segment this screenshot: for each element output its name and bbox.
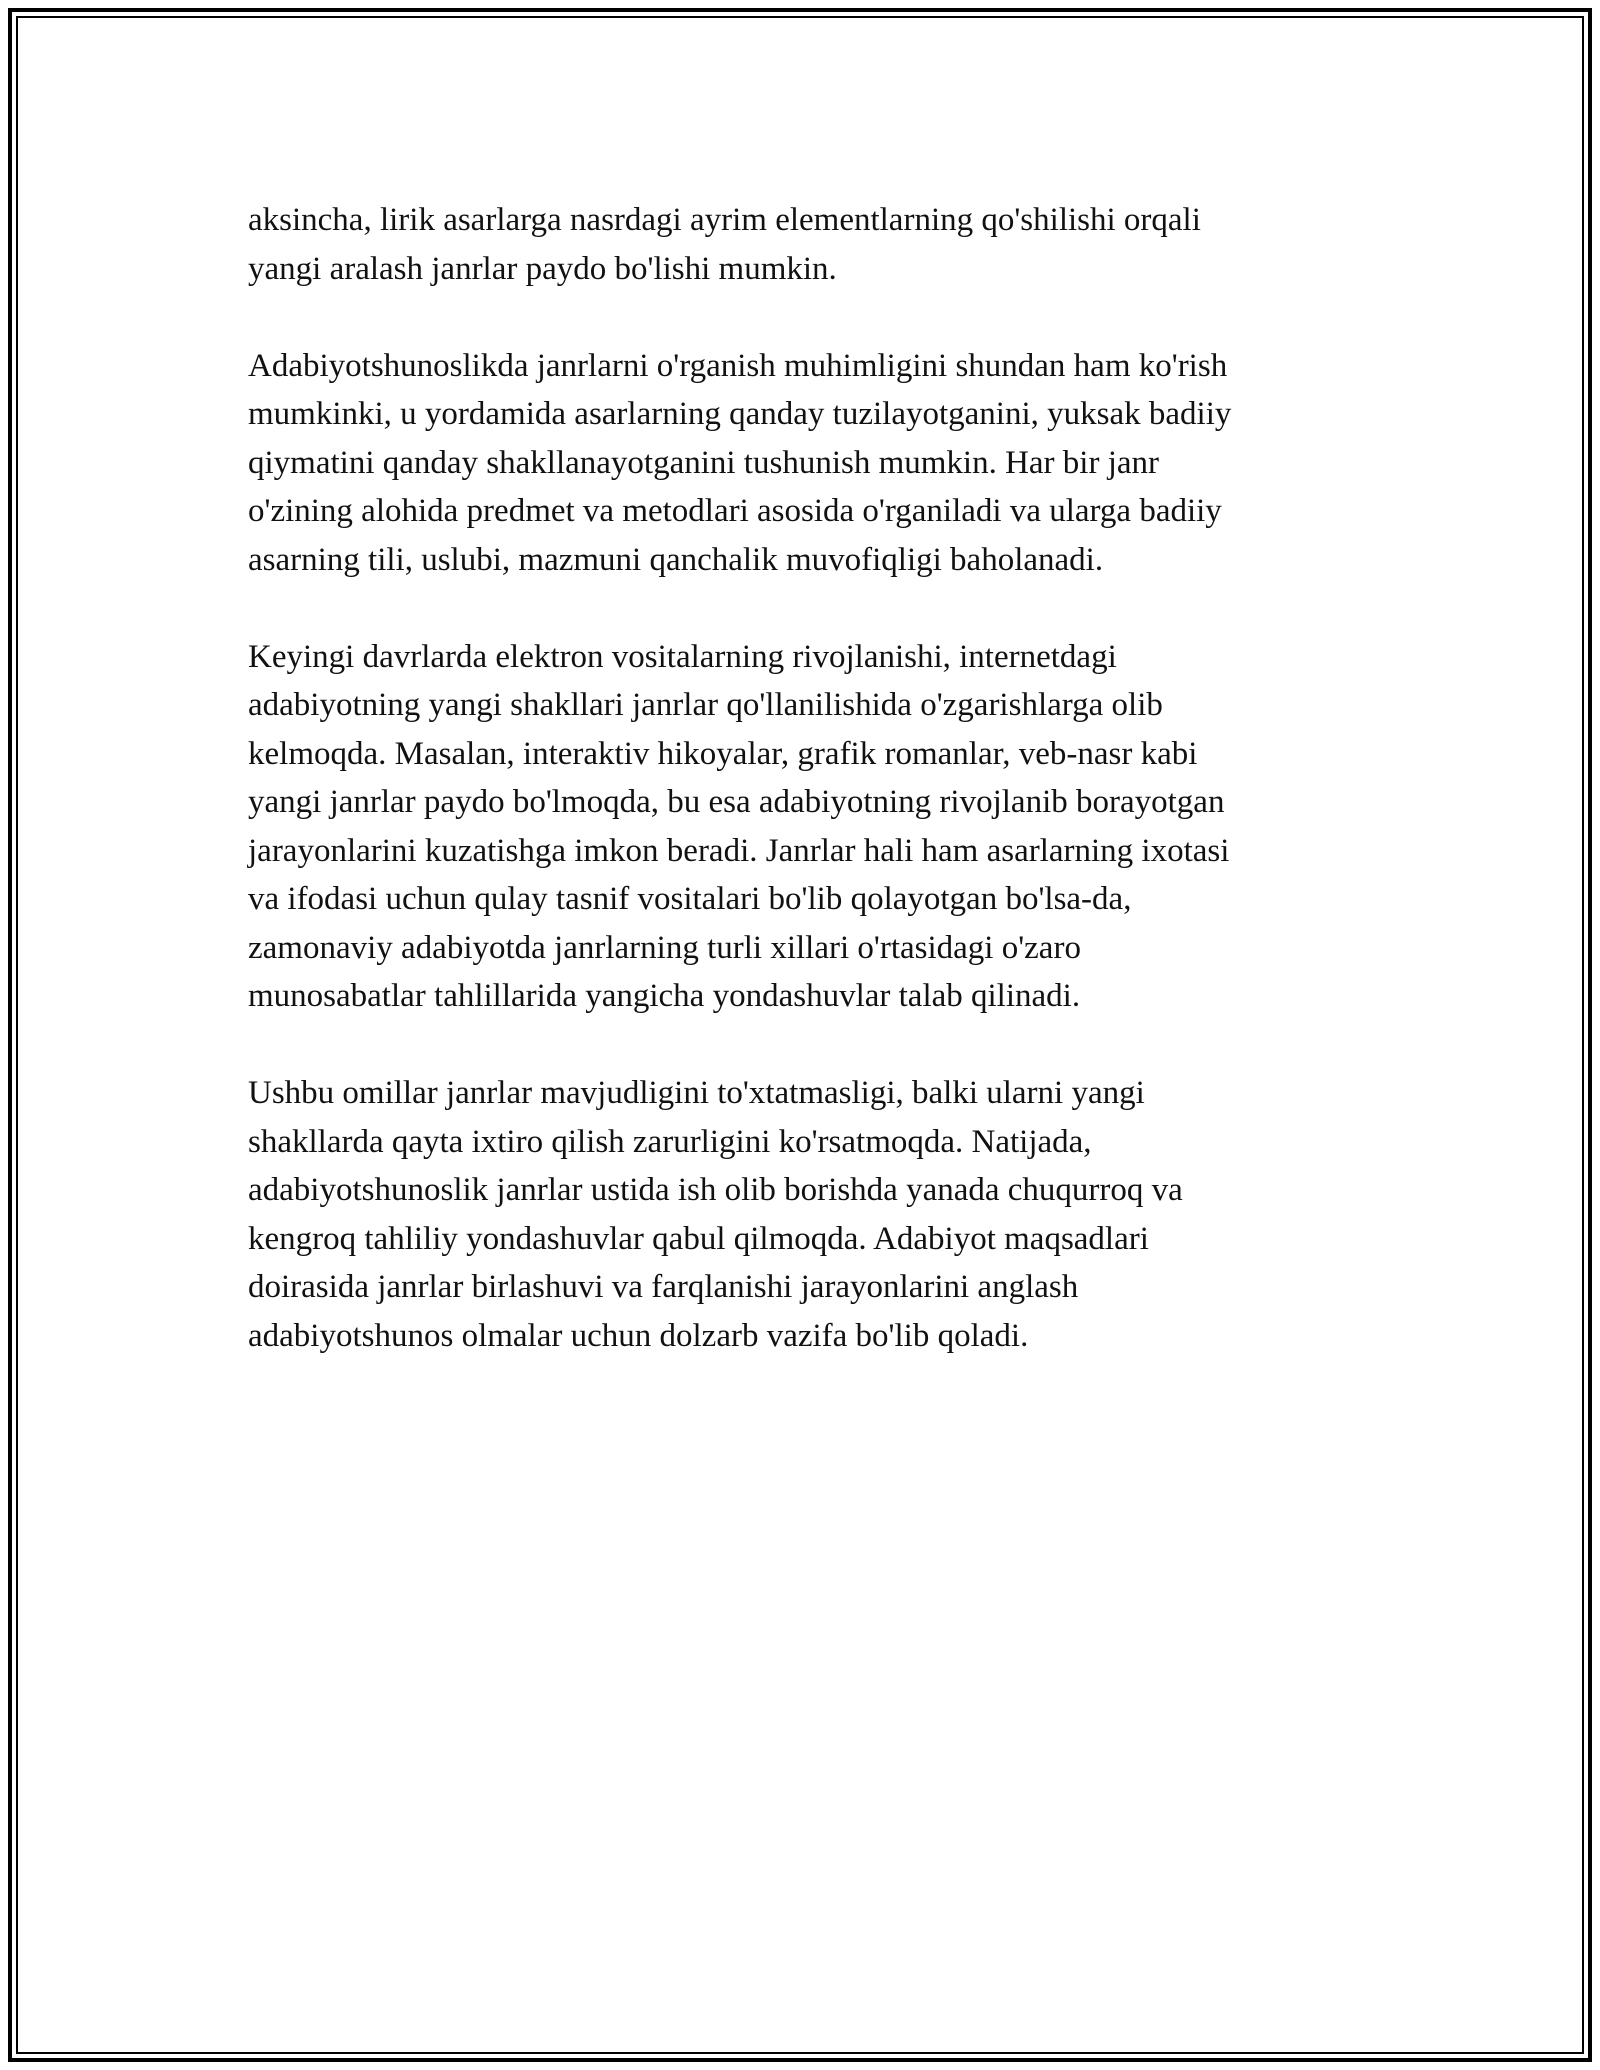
paragraph-line: adabiyotshunos olmalar uchun dolzarb vazifa bo'lib qoladi. (248, 1317, 1029, 1354)
paragraph-line: adabiyotning yangi shakllari janrlar qo'llanilishida o'zgarishlarga olib (248, 687, 1163, 723)
paragraph-line: yangi janrlar paydo bo'lmoqda, bu esa adabiyotning rivojlanib borayotgan (248, 784, 1225, 820)
paragraph-line: va ifodasi uchun qulay tasnif vositalari bo'lib qolayotgan bo'lsa-da, (248, 881, 1132, 917)
paragraph-line: aksincha, lirik asarlarga nasrdagi ayrim elementlarning qo'shilishi orqali (248, 202, 1201, 238)
paragraph-line: yangi aralash janrlar paydo bo'lishi mumkin. (248, 250, 837, 287)
paragraph-line: qiymatini qanday shakllanayotganini tushunish mumkin. Har bir janr (248, 444, 1160, 481)
paragraph (248, 196, 1378, 293)
page-border (8, 8, 1592, 2062)
paragraph-line: shakllarda qayta ixtiro qilish zarurligini ko'rsatmoqda. Natijada, (248, 1123, 1092, 1160)
paragraph-line: o'zining alohida predmet va metodlari asosida o'rganiladi va ularga badiiy (248, 493, 1222, 529)
document-body (248, 196, 1378, 1360)
paragraph-line: adabiyotshunoslik janrlar ustida ish olib borishda yanada chuqurroq va (248, 1172, 1183, 1208)
paragraph (248, 342, 1378, 585)
paragraph-line: doirasida janrlar birlashuvi va farqlanishi jarayonlarini anglash (248, 1269, 1079, 1305)
paragraph-line: zamonaviy adabiyotda janrlarning turli xillari o'rtasidagi o'zaro (248, 929, 1081, 966)
paragraph-line: Ushbu omillar janrlar mavjudligini to'xtatmasligi, balki ularni yangi (248, 1075, 1145, 1111)
paragraph-line: Keyingi davrlarda elektron vositalarning rivojlanishi, internetdagi (248, 638, 1117, 675)
paragraph-line: Adabiyotshunoslikda janrlarni o'rganish muhimligini shundan ham ko'rish (248, 347, 1228, 384)
paragraph-line: mumkinki, u yordamida asarlarning qanday tuzilayotganini, yuksak badiiy (248, 396, 1232, 432)
paragraph (248, 633, 1378, 1021)
paragraph-line: jarayonlarini kuzatishga imkon beradi. Janrlar hali ham asarlarning ixotasi (248, 832, 1230, 869)
paragraph-line: kelmoqda. Masalan, interaktiv hikoyalar, grafik romanlar, veb-nasr kabi (248, 735, 1198, 772)
paragraph (248, 1069, 1378, 1360)
paragraph-line: asarning tili, uslubi, mazmuni qanchalik muvofiqligi baholanadi. (248, 541, 1104, 578)
paragraph-line: kengroq tahliliy yondashuvlar qabul qilmoqda. Adabiyot maqsadlari (248, 1220, 1149, 1257)
paragraph-line: munosabatlar tahlillarida yangicha yondashuvlar talab qilinadi. (248, 978, 1081, 1014)
